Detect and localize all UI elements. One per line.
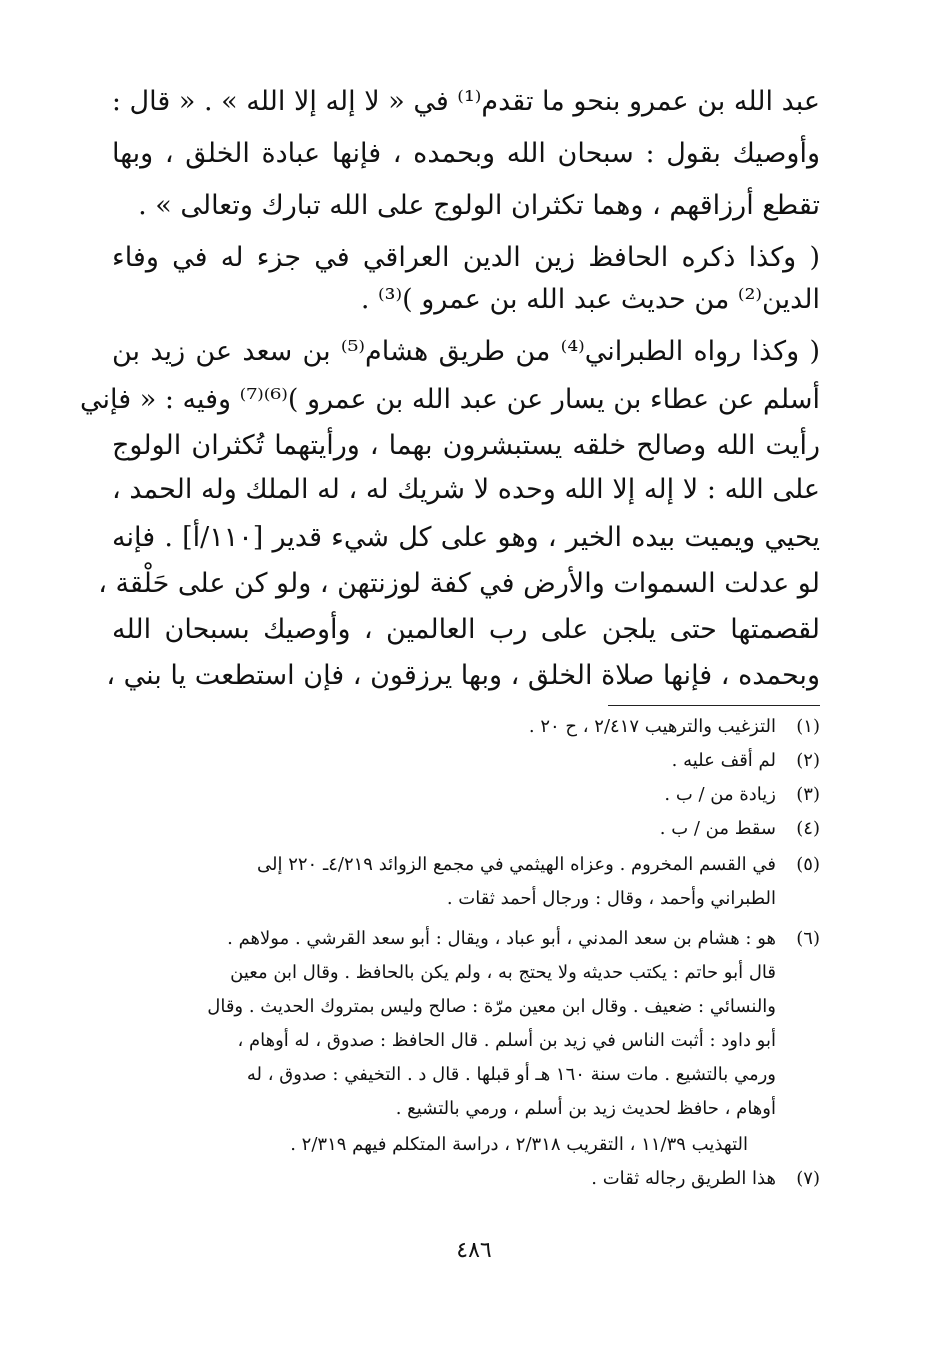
footnote-6-continued xyxy=(112,958,820,988)
footnote-text: والنسائي : ضعيف . وقال ابن معين مرّة : صالح وليس بمتروك الحديث . وقال xyxy=(207,996,776,1017)
footnote-4 xyxy=(112,814,820,844)
body-line: على الله : لا إله إلا الله وحده لا شريك له ، له الملك وله الحمد ، xyxy=(112,474,820,505)
footnote-6-continued xyxy=(112,1094,820,1124)
footnote-number: (١) xyxy=(796,716,820,737)
footnote-6-continued xyxy=(112,992,820,1022)
body-line: الدين⁽²⁾ من حديث عبد الله بن عمرو )⁽³⁾ . xyxy=(360,284,820,315)
footnote-text: التزغيب والترهيب ٢/٤١٧ ، ح ٢٠ . xyxy=(528,716,776,737)
body-line: ( وكذا رواه الطبراني⁽⁴⁾ من طريق هشام⁽⁵⁾ بن سعد عن زيد بن xyxy=(112,336,820,367)
footnote-2 xyxy=(112,746,820,776)
footnote-6 xyxy=(112,924,820,954)
body-line: يحيي ويميت بيده الخير ، وهو على كل شيء قدير [١١٠/أ] . فإنه xyxy=(112,522,820,553)
footnote-7 xyxy=(112,1164,820,1194)
body-line: أسلم عن عطاء بن يسار عن عبد الله بن عمرو )⁽⁶⁾⁽⁷⁾ وفيه : « فإني xyxy=(80,384,820,415)
footnote-text: في القسم المخروم . وعزاه الهيثمي في مجمع الزوائد ٤/٢١٩ـ ٢٢٠ إلى xyxy=(257,854,776,875)
footnote-5-continued xyxy=(112,884,820,914)
footnote-text: قال أبو حاتم : يكتب حديثه ولا يحتج به ، ولم يكن بالحافظ . وقال ابن معين xyxy=(230,962,776,983)
footnote-text: هذا الطريق رجاله ثقات . xyxy=(591,1168,776,1189)
footnote-number: (٥) xyxy=(796,854,820,875)
body-line: عبد الله بن عمرو بنحو ما تقدم⁽¹⁾ في « لا إله إلا الله » . « قال : xyxy=(111,86,820,117)
footnote-number: (٤) xyxy=(796,818,820,839)
footnote-text: سقط من / ب . xyxy=(659,818,776,839)
footnote-text: الطبراني وأحمد ، وقال : ورجال أحمد ثقات . xyxy=(446,888,776,909)
footnote-text: لم أقف عليه . xyxy=(671,750,776,771)
footnote-3 xyxy=(112,780,820,810)
body-line: رأيت الله وصالح خلقه يستبشرون بهما ، ورأيتهما تُكثران الولوج xyxy=(112,430,820,461)
footnote-text: زيادة من / ب . xyxy=(664,784,776,805)
body-line: لقصمتها حتى يلجن على رب العالمين ، وأوصيك بسبحان الله xyxy=(112,614,820,645)
footnote-separator xyxy=(608,705,820,706)
footnote-number: (٦) xyxy=(796,928,820,949)
body-line: تقطع أرزاقهم ، وهما تكثران الولوج على الله تبارك وتعالى » . xyxy=(138,190,820,221)
footnote-text: ورمي بالتشيع . مات سنة ١٦٠ هـ أو قبلها . قال د . التخيفي : صدوق ، له xyxy=(246,1064,776,1085)
footnote-6-continued xyxy=(112,1060,820,1090)
footnote-6-reference xyxy=(112,1130,820,1160)
footnote-6-continued xyxy=(112,1026,820,1056)
footnote-text: أوهام ، حافظ لحديث زيد بن أسلم ، ورمي بالتشيع . xyxy=(395,1098,776,1119)
footnote-number: (٧) xyxy=(796,1168,820,1189)
footnote-reference: التهذيب ١١/٣٩ ، التقريب ٢/٣١٨ ، دراسة المتكلم فيهم ٢/٣١٩ . xyxy=(290,1134,748,1155)
footnote-text: هو : هشام بن سعد المدني ، أبو عباد ، ويقال : أبو سعد القرشي . مولاهم . xyxy=(227,928,776,949)
page-number: ٤٨٦ xyxy=(456,1238,492,1263)
body-line: وبحمده ، فإنها صلاة الخلق ، وبها يرزقون ، فإن استطعت يا بني ، xyxy=(106,660,820,691)
body-line: ( وكذا ذكره الحافظ زين الدين العراقي في جزء له في وفاء xyxy=(112,242,820,273)
footnote-number: (٣) xyxy=(796,784,820,805)
footnote-text: أبو داود : أثبت الناس في زيد بن أسلم . قال الحافظ : صدوق ، له أوهام ، xyxy=(237,1030,776,1051)
body-line: وأوصيك بقول : سبحان الله وبحمده ، فإنها عبادة الخلق ، وبها xyxy=(112,138,820,169)
body-line: لو عدلت السموات والأرض في كفة لوزنتهن ، ولو كن على حَلْقة ، xyxy=(98,568,820,599)
footnote-1 xyxy=(112,712,820,742)
footnote-number: (٢) xyxy=(796,750,820,771)
footnote-5 xyxy=(112,850,820,880)
